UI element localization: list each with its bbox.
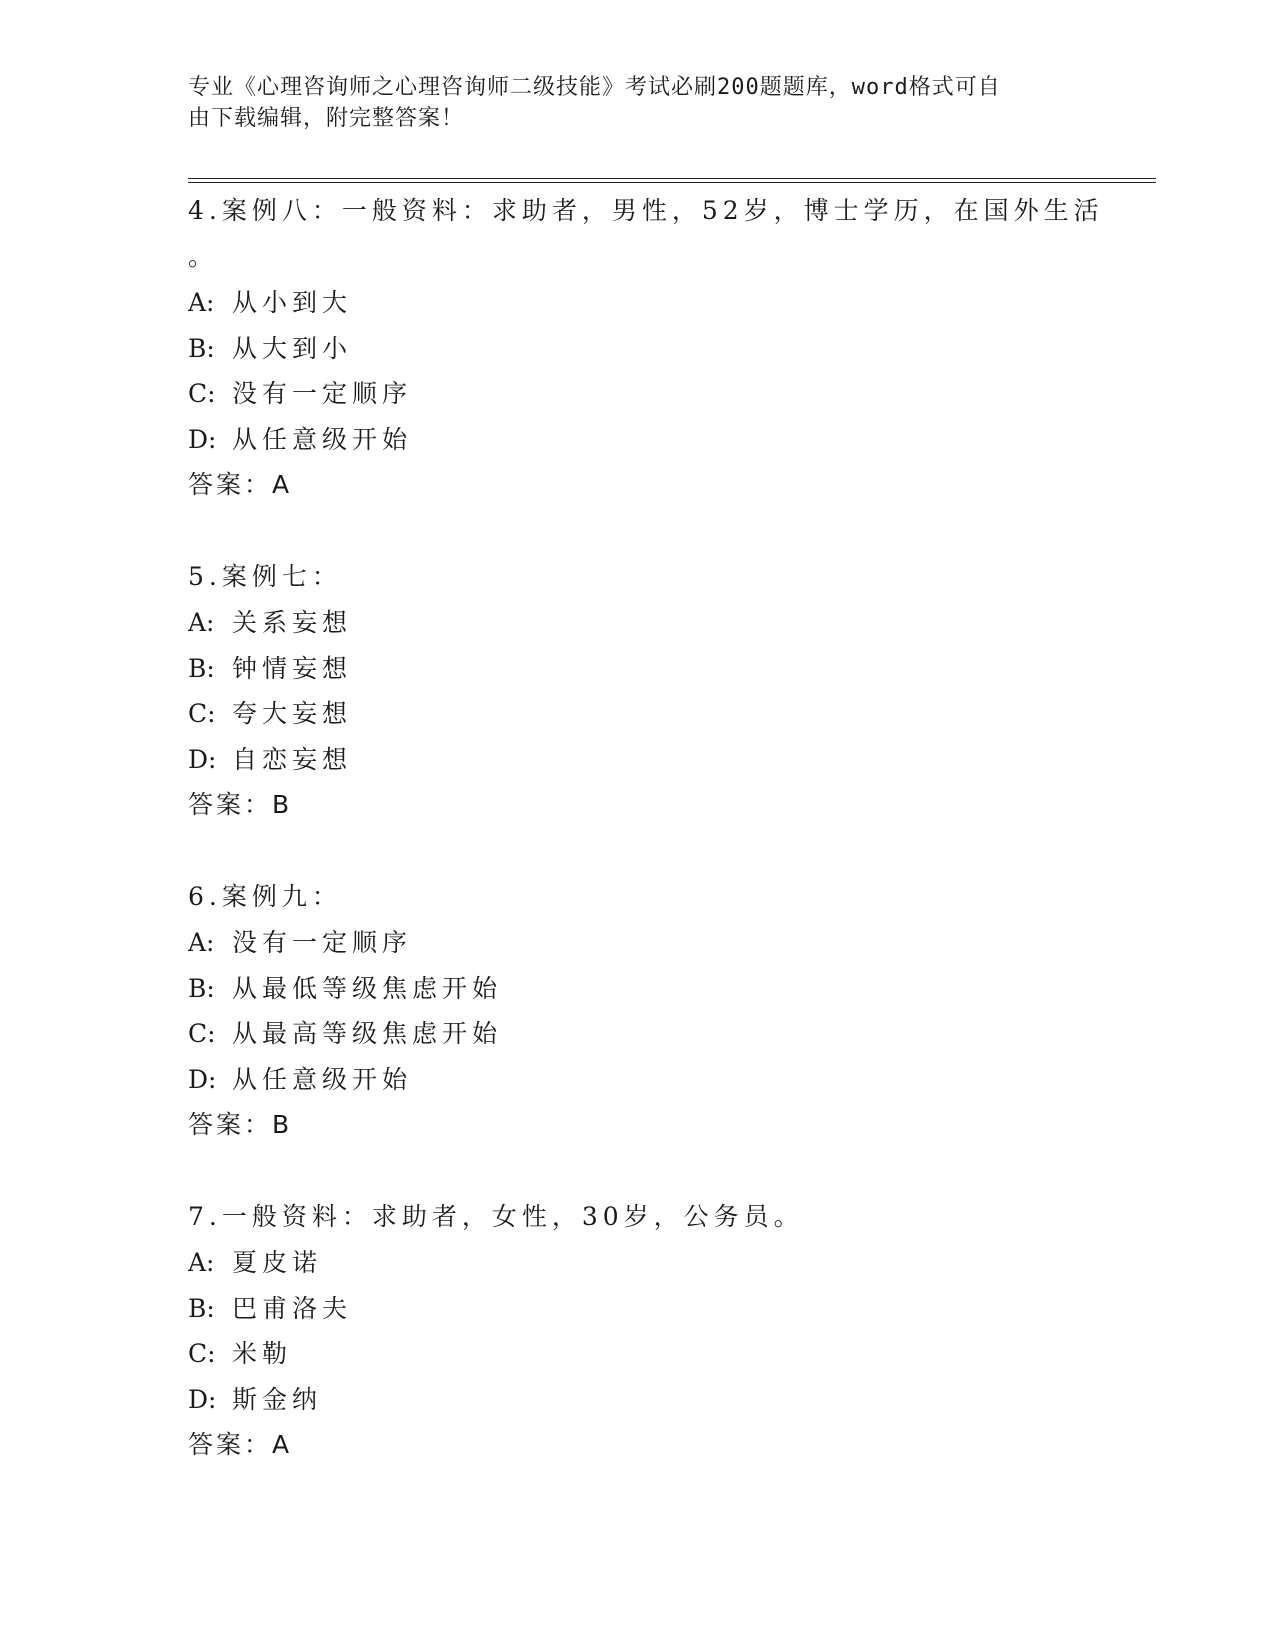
option-letter: A: — [188, 928, 215, 957]
option-letter: B: — [188, 333, 215, 363]
header-line-1: 专业《心理咨询师之心理咨询师二级技能》考试必刷200题题库，word格式可自 — [188, 75, 1001, 100]
question-spacer — [188, 828, 1148, 874]
option-letter: D: — [188, 424, 217, 454]
option-text: 夏皮诺 — [232, 1248, 323, 1277]
header-line-2: 由下载编辑，附完整答案！ — [188, 106, 465, 131]
option-letter: D: — [188, 744, 217, 774]
header-double-rule — [188, 178, 1156, 183]
question-spacer — [188, 1148, 1148, 1194]
option-a — [188, 600, 1148, 646]
question-list — [188, 188, 1148, 1468]
option-d — [188, 417, 1148, 463]
option-text: 关系妄想 — [232, 608, 353, 637]
option-text: 巴甫洛夫 — [232, 1293, 353, 1323]
option-letter: C: — [188, 699, 216, 728]
option-letter: C: — [188, 1339, 216, 1368]
option-text: 从最高等级焦虑开始 — [232, 1019, 503, 1048]
answer-line: 答案：B — [188, 1110, 293, 1139]
option-text: 斯金纳 — [232, 1384, 323, 1414]
question-6 — [188, 874, 1148, 1148]
question-title: 7.一般资料：求助者，女性，30岁，公务员。 — [188, 1202, 804, 1231]
option-text: 米勒 — [232, 1339, 293, 1368]
question-spacer — [188, 508, 1148, 554]
option-text: 从任意级开始 — [232, 424, 413, 454]
option-c — [188, 1331, 1148, 1377]
option-letter: C: — [188, 379, 216, 408]
option-letter: C: — [188, 1019, 216, 1048]
option-text: 没有一定顺序 — [232, 379, 413, 408]
option-b — [188, 646, 1148, 692]
option-letter: A: — [188, 608, 215, 637]
option-b — [188, 326, 1148, 372]
option-c — [188, 371, 1148, 417]
option-a — [188, 920, 1148, 966]
question-title: 5.案例七： — [188, 562, 342, 591]
option-letter: A: — [188, 1248, 215, 1277]
option-letter: B: — [188, 973, 215, 1003]
answer-line: 答案：B — [188, 790, 293, 819]
option-letter: B: — [188, 1293, 215, 1323]
option-text: 从小到大 — [232, 288, 353, 317]
option-text: 从任意级开始 — [232, 1064, 413, 1094]
option-d — [188, 1057, 1148, 1103]
option-letter: B: — [188, 653, 215, 683]
option-b — [188, 1286, 1148, 1332]
option-d — [188, 737, 1148, 783]
option-c — [188, 1011, 1148, 1057]
question-5 — [188, 554, 1148, 828]
option-d — [188, 1377, 1148, 1423]
option-text: 没有一定顺序 — [232, 928, 413, 957]
option-a — [188, 1240, 1148, 1286]
option-a — [188, 280, 1148, 326]
option-text: 夸大妄想 — [232, 699, 353, 728]
option-text: 钟情妄想 — [232, 653, 353, 683]
option-text: 从大到小 — [232, 333, 353, 363]
option-text: 自恋妄想 — [232, 744, 353, 774]
question-4 — [188, 188, 1148, 508]
option-c — [188, 691, 1148, 737]
question-title: 6.案例九： — [188, 882, 342, 911]
answer-line: 答案：A — [188, 1430, 293, 1459]
answer-line: 答案：A — [188, 470, 293, 499]
option-letter: D: — [188, 1064, 217, 1094]
document-header — [188, 72, 1068, 134]
question-title: 4.案例八：一般资料：求助者，男性，52岁，博士学历，在国外生活 — [188, 196, 1104, 225]
option-letter: D: — [188, 1384, 217, 1414]
option-b — [188, 966, 1148, 1012]
question-7 — [188, 1194, 1148, 1468]
option-text: 从最低等级焦虑开始 — [232, 973, 503, 1003]
question-title-continuation: 。 — [188, 242, 219, 271]
option-letter: A: — [188, 288, 215, 317]
